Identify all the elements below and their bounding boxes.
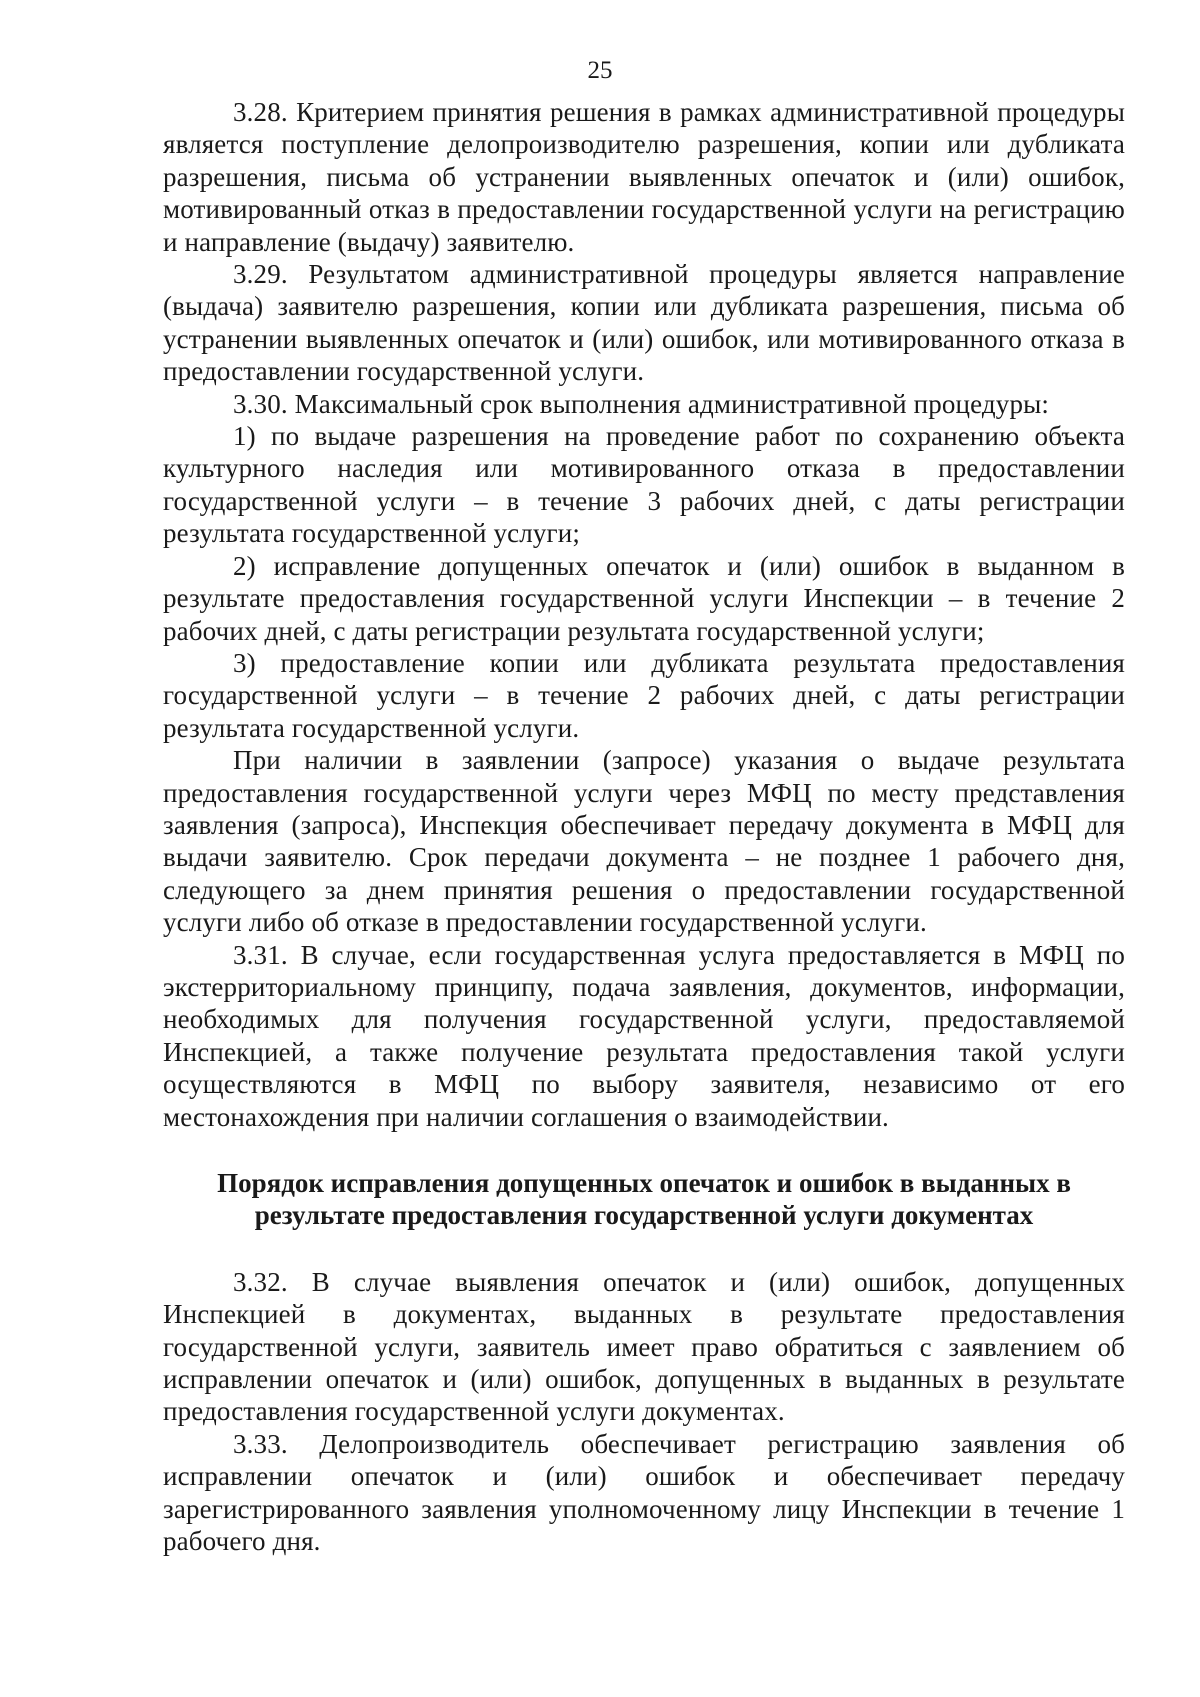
paragraph-3-32: 3.32. В случае выявления опечаток и (или) ошибок, допущенных Инспекцией в документах, выданных в результате предоставления государственной услуги, заявитель имеет право обратиться с заявлением об исправлении опечаток и (или) ошибок, допущенных в выданных в результате предоставления государственной услуги документах. [163,1266,1125,1427]
paragraph-3-31: 3.31. В случае, если государственная услуга предоставляется в МФЦ по экстерриториальному принципу, подача заявления, документов, информации, необходимых для получения государственной услуги, предоставляемой Инспекцией, а также получение результата предоставления такой услуги осуществляются в МФЦ по выбору заявителя, независимо от его местонахождения при наличии соглашения о взаимодействии. [163,939,1125,1132]
paragraph-3-28: 3.28. Критерием принятия решения в рамках административной процедуры является поступление делопроизводителю разрешения, копии или дубликата разрешения, письма об устранении выявленных опечаток и (или) ошибок, мотивированный отказ в предоставлении государственной услуги на регистрацию и направление (выдачу) заявителю. [163,97,1125,257]
list-item-1: 1) по выдаче разрешения на проведение работ по сохранению объекта культурного наследия или мотивированного отказа в предоставлении государственной услуги – в течение 3 рабочих дней, с даты регистрации результата государственной услуги; [163,421,1125,549]
list-item-3: 3) предоставление копии или дубликата результата предоставления государственной услуги – в течение 2 рабочих дней, с даты регистрации результата государственной услуги. [163,647,1125,743]
page-number: 25 [587,57,613,84]
list-item-2: 2) исправление допущенных опечаток и (или) ошибок в выданном в результате предоставления государственной услуги Инспекции – в течение 2 рабочих дней, с даты регистрации результата государственной услуги; [163,550,1125,646]
section-heading: Порядок исправления допущенных опечаток и ошибок в выданных в результате предоставления государственной услуги документах [217,1168,1071,1231]
paragraph-mfc-delivery: При наличии в заявлении (запросе) указания о выдаче результата предоставления государственной услуги через МФЦ по месту представления заявления (запроса), Инспекция обеспечивает передачу документа в МФЦ для выдачи заявителю. Срок передачи документа – не позднее 1 рабочего дня, следующего за днем принятия решения о предоставлении государственной услуги либо об отказе в предоставлении государственной услуги. [163,745,1125,938]
paragraph-3-30: 3.30. Максимальный срок выполнения административной процедуры: [233,388,1050,419]
paragraph-3-29: 3.29. Результатом административной процедуры является направление (выдача) заявителю разрешения, копии или дубликата разрешения, письма об устранении выявленных опечаток и (или) ошибок, или мотивированного отказа в предоставлении государственной услуги. [163,259,1125,387]
paragraph-3-33: 3.33. Делопроизводитель обеспечивает регистрацию заявления об исправлении опечаток и (или) ошибок и обеспечивает передачу зарегистрированного заявления уполномоченному лицу Инспекции в течение 1 рабочего дня. [163,1428,1125,1557]
document-body [163,96,1125,1557]
